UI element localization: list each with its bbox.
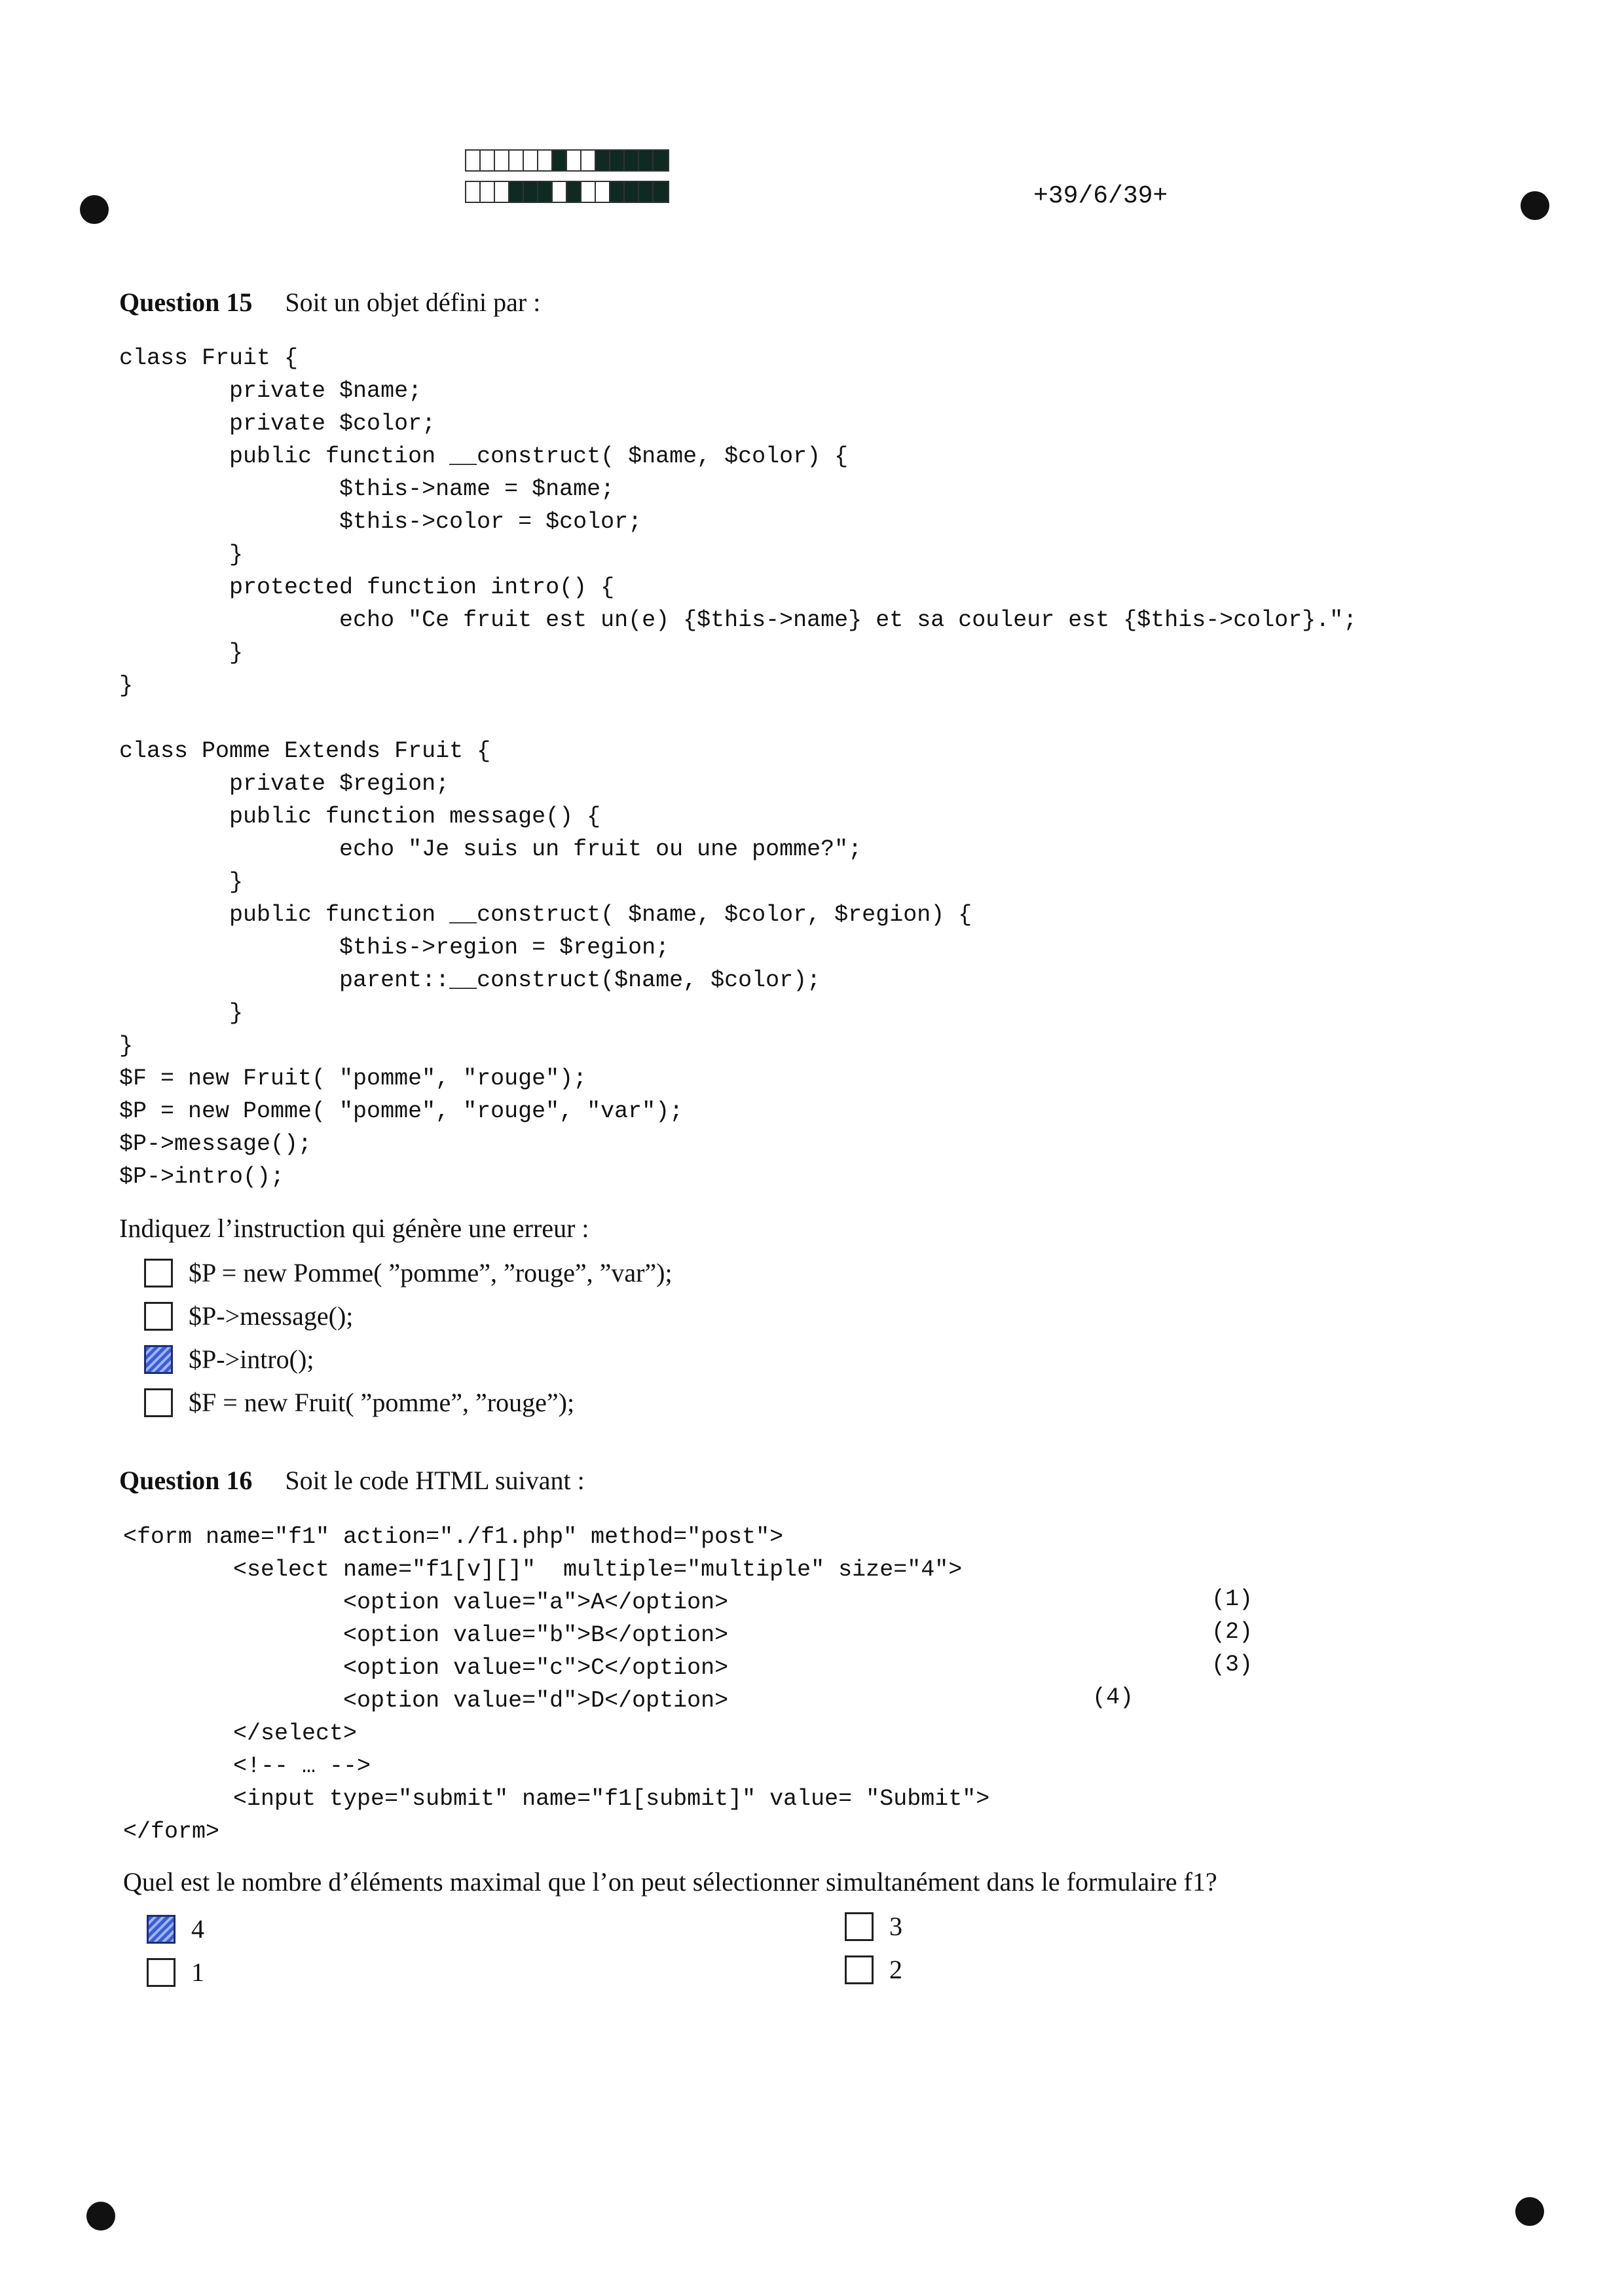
- question-15-code-line: $this->name = $name;: [119, 476, 615, 502]
- question-15-code-line: $P->message();: [119, 1131, 312, 1157]
- question-15-code-line: public function message() {: [119, 804, 601, 830]
- question-15-code-line: public function __construct( $name, $color, $region) {: [119, 902, 972, 928]
- question-15-label: Question 15: [119, 287, 253, 317]
- question-16-prompt: Quel est le nombre d’éléments maximal que l’on peut sélectionner simultanément dans le formulaire f1?: [123, 1867, 1217, 1897]
- question-16-choice-checkbox[interactable]: [147, 1915, 175, 1944]
- question-16-code-line: <select name="f1[v][]" multiple="multiple" size="4">: [123, 1557, 963, 1583]
- question-15-code-line: }: [119, 1000, 244, 1026]
- question-15-code-line: }: [119, 869, 244, 895]
- question-15-choice-label: $F = new Fruit( ”pomme”, ”rouge”);: [189, 1388, 575, 1417]
- question-16-code-line: </form>: [123, 1819, 220, 1845]
- question-15-code-line: }: [119, 542, 244, 568]
- option-annotation-2: (2): [1211, 1619, 1253, 1645]
- question-16-choice-checkbox[interactable]: [147, 1958, 175, 1987]
- registration-dot-top-right: [1521, 191, 1549, 220]
- corner-marker-top: [465, 149, 669, 172]
- question-15-code-line: $this->color = $color;: [119, 509, 642, 535]
- question-16-choice-label: 4: [191, 1914, 204, 1944]
- question-16-code-line: <input type="submit" name="f1[submit]" value= "Submit">: [123, 1786, 990, 1812]
- registration-dot-bottom-left: [86, 2202, 115, 2231]
- question-15-code-line: echo "Je suis un fruit ou une pomme?";: [119, 836, 862, 862]
- question-15-choice-label: $P = new Pomme( ”pomme”, ”rouge”, ”var”);: [189, 1258, 673, 1287]
- question-15-code-line: $this->region = $region;: [119, 935, 670, 961]
- question-15-code-line: $P->intro();: [119, 1164, 285, 1190]
- question-16-code-line: </select>: [123, 1720, 358, 1747]
- registration-dot-top-left: [80, 195, 109, 224]
- question-15-choice-label: $P->message();: [189, 1301, 354, 1331]
- question-16-choice-checkbox[interactable]: [845, 1955, 874, 1984]
- registration-dot-bottom-right: [1515, 2197, 1544, 2226]
- question-15-choice-checkbox[interactable]: [144, 1302, 173, 1331]
- question-15-code-line: }: [119, 673, 134, 699]
- question-15-code-line: }: [119, 1033, 134, 1059]
- question-16-code-line: <option value="c">C</option>: [123, 1655, 729, 1681]
- question-15-choice-checkbox[interactable]: [144, 1388, 173, 1417]
- question-15-code-line: }: [119, 640, 244, 666]
- question-15-code-line: public function __construct( $name, $color) {: [119, 443, 849, 470]
- question-15-heading: [119, 287, 540, 318]
- page-code: +39/6/39+: [1033, 182, 1168, 210]
- question-16-label: Question 16: [119, 1466, 253, 1495]
- corner-marker-bottom: [465, 181, 669, 203]
- question-15-code-line: class Fruit {: [119, 345, 299, 371]
- question-16-code-line: <option value="b">B</option>: [123, 1622, 729, 1648]
- question-16-code-line: <option value="a">A</option>: [123, 1589, 729, 1616]
- question-15-code-block: [119, 342, 1357, 1193]
- question-16-heading: [119, 1465, 585, 1496]
- question-15-intro: Soit un objet défini par :: [285, 287, 541, 317]
- option-annotation-1: (1): [1211, 1586, 1253, 1612]
- question-16-choice-label: 3: [889, 1912, 902, 1941]
- question-15-code-line: private $name;: [119, 378, 422, 404]
- question-15-code-line: private $color;: [119, 411, 436, 437]
- option-annotation-3: (3): [1211, 1652, 1253, 1678]
- question-16-choice-checkbox[interactable]: [845, 1912, 874, 1941]
- question-16-code-line: <form name="f1" action="./f1.php" method="post">: [123, 1524, 784, 1550]
- question-15-code-line: $P = new Pomme( "pomme", "rouge", "var");: [119, 1098, 684, 1124]
- question-15-code-line: protected function intro() {: [119, 574, 615, 601]
- question-15-code-line: class Pomme Extends Fruit {: [119, 738, 491, 764]
- question-15-choice-checkbox[interactable]: [144, 1345, 173, 1374]
- question-15-code-line: parent::__construct($name, $color);: [119, 967, 821, 993]
- question-15-code-line: $F = new Fruit( "pomme", "rouge");: [119, 1065, 587, 1092]
- question-16-choice-label: 1: [191, 1957, 204, 1987]
- question-16-choice-label: 2: [889, 1955, 902, 1984]
- question-15-prompt: Indiquez l’instruction qui génère une erreur :: [119, 1213, 589, 1243]
- question-15-choice-label: $P->intro();: [189, 1344, 314, 1374]
- question-15-code-line: echo "Ce fruit est un(e) {$this->name} et sa couleur est {$this->color}.";: [119, 607, 1357, 633]
- question-15-code-line: private $region;: [119, 771, 450, 797]
- question-16-code-line: <option value="d">D</option>: [123, 1688, 729, 1714]
- question-16-intro: Soit le code HTML suivant :: [285, 1466, 585, 1495]
- question-15-code-line: [119, 702, 1357, 735]
- question-16-code-block: [123, 1521, 989, 1848]
- question-16-code-line: <!-- … -->: [123, 1753, 371, 1779]
- question-15-choice-checkbox[interactable]: [144, 1259, 173, 1287]
- option-annotation-4: (4): [1092, 1684, 1134, 1711]
